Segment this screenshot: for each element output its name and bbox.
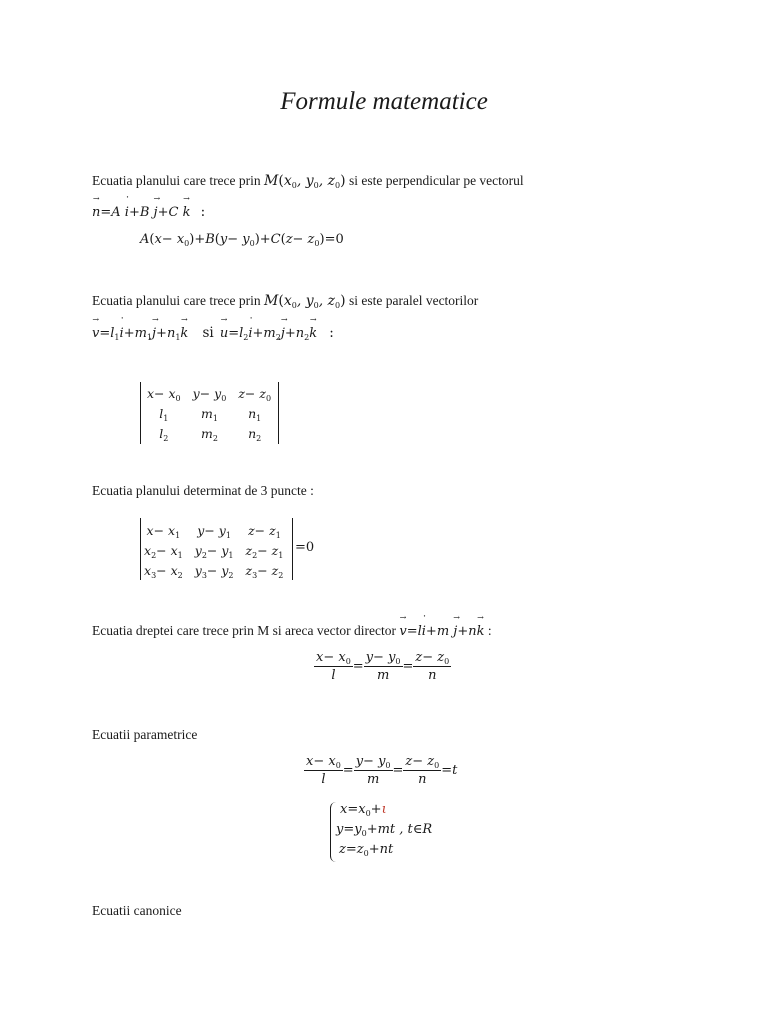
intro-text: Ecuatia planului care trece prin (92, 173, 261, 188)
document-page: Formule matematice Ecuatia planului care trece prin $M(x_0$, $y_0$, $z_0$) si este perpendicular pe vectorul → n=A ˙ i+B → j+C → k : $A(x- x_0)+B(y- y_0)+C(z- z_0)=0$ Ecuatia planului care trece prin $M(x_0$, $y_0$, $z_0$) si este paralel vectorilor → $v=l_1˙$ $i+m_1\to j+n_1\to k$ si → $u=l_2˙$ $i+m_2\to j+n_2\to k$ : $x- x_0$ $y- y_0$ $z- z_0$ $l_1$ $m_1$ $n_1$ $l_2$ $m_2$ $n_2$ Ecuatia planului determinat de 3 puncte : $x- x_1$ $y- y_1$ $z- z_1$ $x_2- x_1$ $y_2- y_1$ $z_2- z_1$ $x_3- x_2$ $y_3- y_2$ $z_3- z_2$ =0 Ecuatia dreptei care trece prin M si areca vector director → v=l˙ i+m → j+n→ k : $\frac{x- x_0}{l}$ = $\frac{y- y_0}{m}$ = $\frac{z- z_0}{n}$ Ecuatii parametrice $\frac{x- x_0}{l}$ = $\frac{y- y_0}{m}$ = $\frac{z- z_0}{n}$ =t $x=x_0+\iota$ $y=y_0+mt$ , t∈R $z=z_0+nt$ Ecuatii canonice (0, 0, 768, 1024)
parametric-ratio-formula: $\frac{x- x_0}{l}$ = $\frac{y- y_0}{m}$ = $\frac{z- z_0}{n}$ =t (306, 754, 458, 787)
section-line-intro: Ecuatia dreptei care trece prin M si areca vector director → v=l˙ i+m → j+n→ k : (92, 623, 492, 639)
plane-equation-formula: $A(x- x_0)+B(y- y_0)+C(z- z_0)=0$ (140, 232, 344, 248)
page-title: Formule matematice (280, 88, 488, 115)
after-text: si este perpendicular pe vectorul (348, 173, 524, 188)
section-plane-perpendicular-intro (92, 173, 524, 189)
section-three-points-text: Ecuatia planului determinat de 3 puncte : (92, 483, 314, 498)
normal-vector-formula: → n=A ˙ i+B → j+C → k : (92, 204, 205, 220)
direction-vectors-formula: → $v=l_1˙$ $i+m_1\to j+n_1\to k$ si → $u=l_2˙$ $i+m_2\to j+n_2\to k$ : (92, 325, 334, 341)
section-parametric-text: Ecuatii parametrice (92, 727, 198, 742)
intro-text: Ecuatia dreptei care trece prin M si areca vector director (92, 623, 396, 638)
line-canonical-formula: $\frac{x- x_0}{l}$ = $\frac{y- y_0}{m}$ = $\frac{z- z_0}{n}$ (316, 650, 450, 683)
section-plane-parallel-intro (92, 293, 478, 309)
point-formula: $M(x_0$, $y_0$, $z_0$) (264, 293, 346, 310)
section-canonical-text: Ecuatii canonice (92, 903, 182, 918)
point-formula: $M(x_0$, $y_0$, $z_0$) (264, 173, 346, 190)
intro-text: Ecuatia planului care trece prin (92, 293, 261, 308)
director-vector-formula: → v=l˙ i+m → j+n→ k (399, 624, 484, 639)
after-text: si este paralel vectorilor (348, 293, 479, 308)
